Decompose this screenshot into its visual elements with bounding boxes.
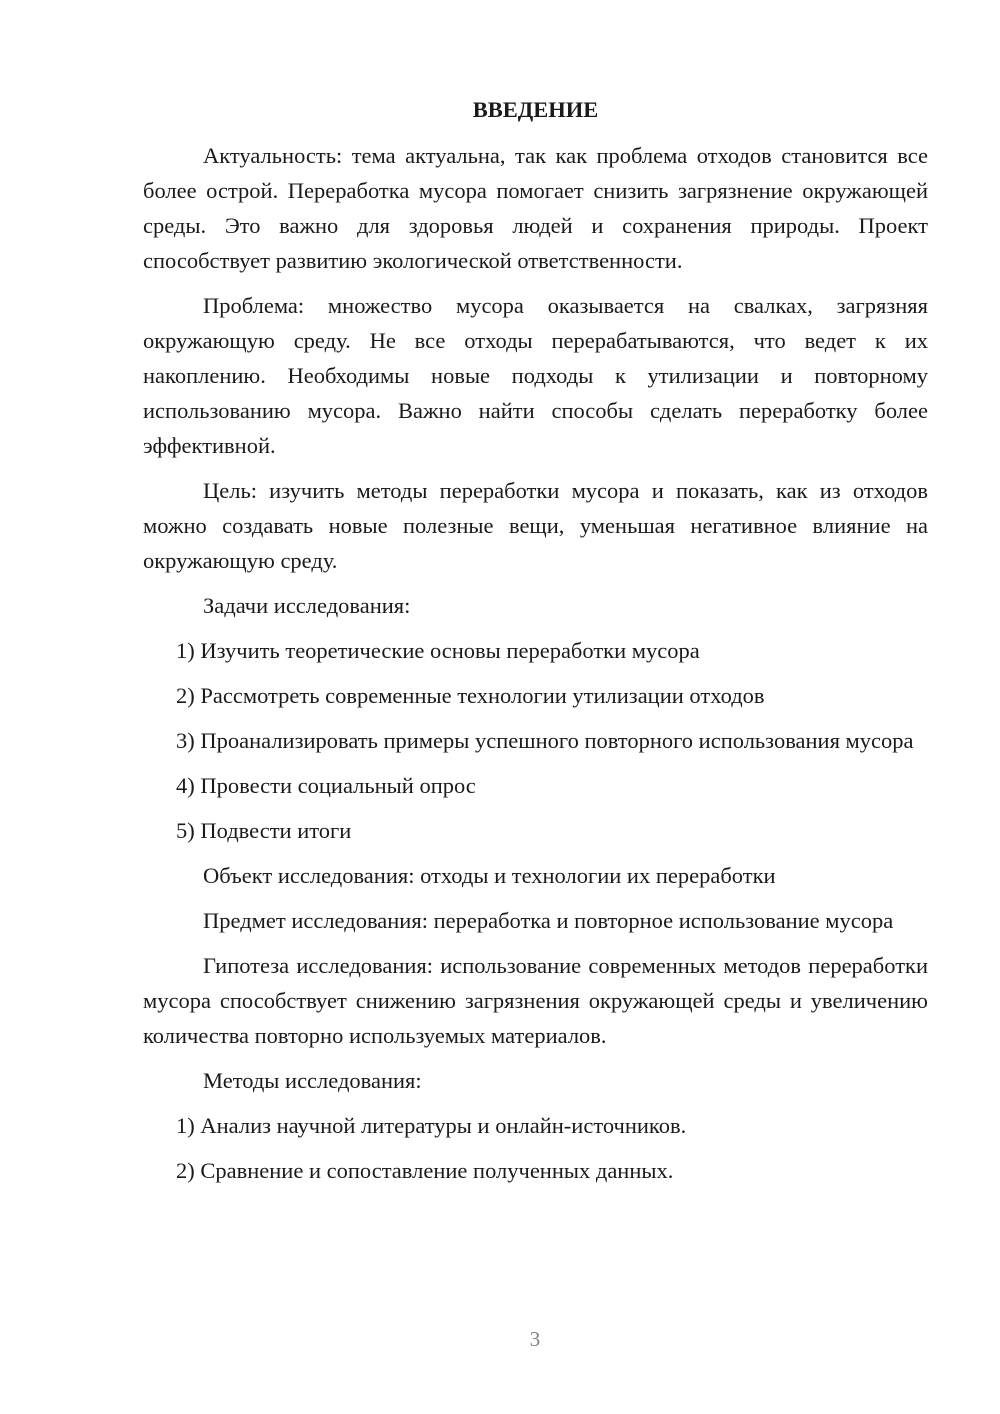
object-paragraph: Объект исследования: отходы и технологии их переработки <box>203 863 776 888</box>
section-title: ВВЕДЕНИЕ <box>472 97 599 122</box>
task-item-4: 4) Провести социальный опрос <box>176 773 476 798</box>
task-item-5: 5) Подвести итоги <box>176 818 352 843</box>
relevance-paragraph: Актуальность: тема актуальна, так как проблема отходов становится все более острой. Переработка мусора помогает снизить загрязнение окружающей среды. Это важно для здоровья людей и сохранения природы. Проект способствует развитию экологической ответственности. <box>143 143 928 273</box>
methods-heading: Методы исследования: <box>203 1068 422 1093</box>
task-item-2: 2) Рассмотреть современные технологии утилизации отходов <box>176 683 765 708</box>
hypothesis-paragraph: Гипотеза исследования: использование современных методов переработки мусора способствует снижению загрязнения окружающей среды и увеличению количества повторно используемых материалов. <box>143 953 928 1048</box>
tasks-heading: Задачи исследования: <box>203 593 411 618</box>
task-item-1: 1) Изучить теоретические основы переработки мусора <box>176 638 700 663</box>
page-number: 3 <box>529 1327 541 1351</box>
page-content <box>143 92 928 1198</box>
problem-paragraph: Проблема: множество мусора оказывается на свалках, загрязняя окружающую среду. Не все отходы перерабатываются, что ведет к их накоплению. Необходимы новые подходы к утилизации и повторному использованию мусора. Важно найти способы сделать переработку более эффективной. <box>143 293 928 458</box>
goal-paragraph: Цель: изучить методы переработки мусора и показать, как из отходов можно создавать новые полезные вещи, уменьшая негативное влияние на окружающую среду. <box>143 478 928 573</box>
subject-paragraph: Предмет исследования: переработка и повторное использование мусора <box>203 908 894 933</box>
method-item-1: 1) Анализ научной литературы и онлайн-источников. <box>176 1113 687 1138</box>
task-item-3: 3) Проанализировать примеры успешного повторного использования мусора <box>176 728 914 753</box>
method-item-2: 2) Сравнение и сопоставление полученных данных. <box>176 1158 674 1183</box>
